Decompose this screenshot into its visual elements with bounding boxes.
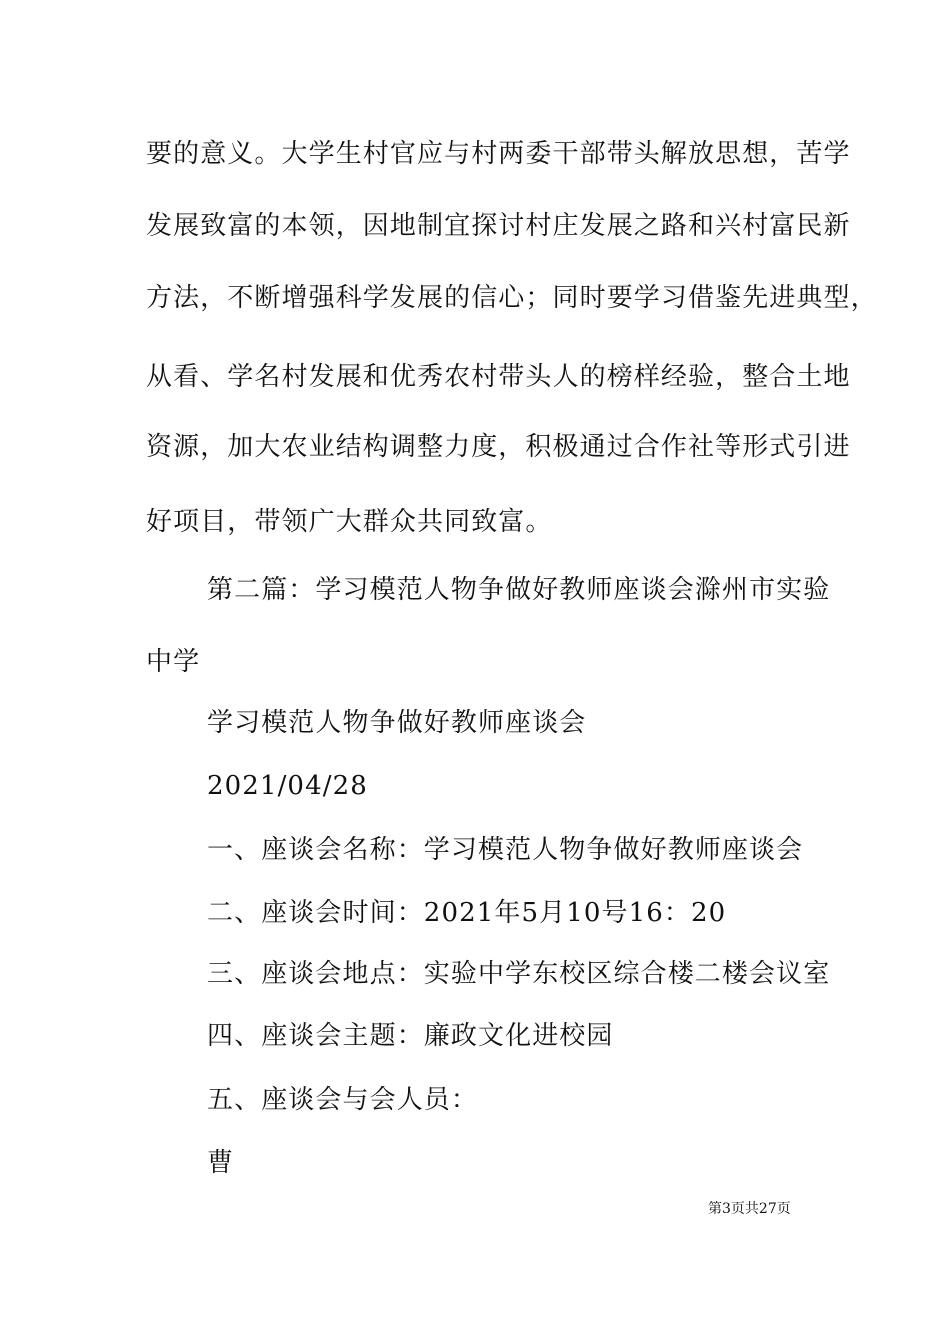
list-item: 五、座谈会与会人员： (207, 1085, 479, 1115)
body-line: 发展致富的本领，因地制宜探讨村庄发展之路和兴村富民新 (146, 211, 851, 241)
body-line: 方法，不断增强科学发展的信心；同时要学习借鉴先进典型， (146, 283, 878, 313)
document-title: 学习模范人物争做好教师座谈会 (207, 708, 587, 738)
list-item: 三、座谈会地点：实验中学东校区综合楼二楼会议室 (207, 959, 831, 989)
trailing-text: 曹 (207, 1148, 235, 1178)
list-item: 四、座谈会主题：廉政文化进校园 (207, 1021, 614, 1051)
section-heading: 第二篇：学习模范人物争做好教师座谈会滁州市实验 (207, 575, 831, 605)
list-item: 一、座谈会名称：学习模范人物争做好教师座谈会 (207, 835, 804, 865)
body-line: 从看、学名村发展和优秀农村带头人的榜样经验，整合土地 (146, 362, 851, 392)
body-line: 好项目，带领广大群众共同致富。 (146, 507, 553, 537)
list-item: 二、座谈会时间：2021年5月10号16：20 (207, 898, 727, 928)
page-number: 第3页共27页 (708, 1201, 791, 1217)
body-line: 要的意义。大学生村官应与村两委干部带头解放思想，苦学 (146, 139, 851, 169)
document-date: 2021/04/28 (207, 771, 368, 801)
body-line: 资源，加大农业结构调整力度，积极通过合作社等形式引进 (146, 432, 851, 462)
section-heading-continued: 中学 (146, 647, 201, 677)
